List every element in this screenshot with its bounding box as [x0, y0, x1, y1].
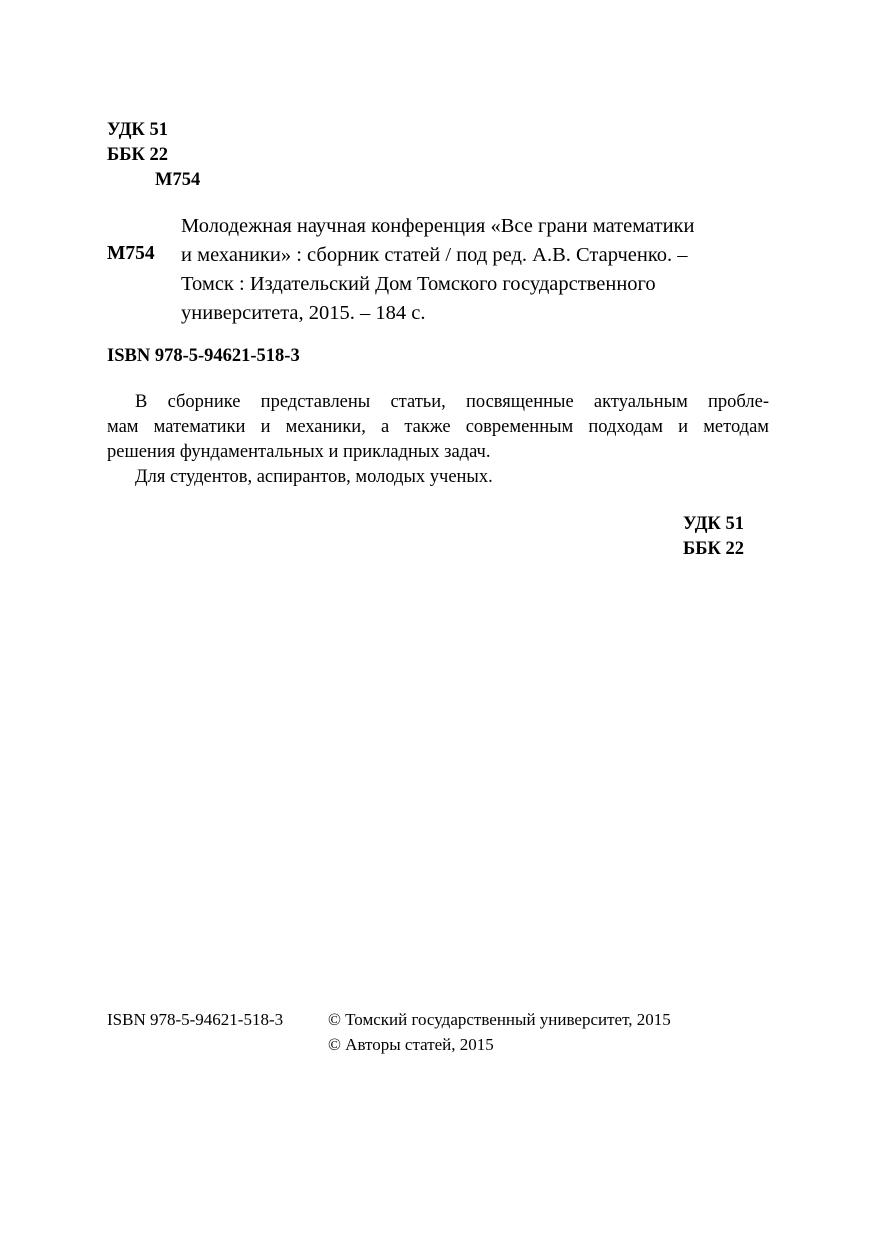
udk-code: УДК 51: [683, 514, 744, 534]
bbk-code: ББК 22: [107, 145, 169, 165]
bibliographic-description: [181, 212, 695, 328]
annotation: [107, 390, 769, 490]
copyright-block: [328, 1007, 671, 1057]
copyright-line: © Томский государственный университет, 2015: [328, 1010, 671, 1029]
bib-line: Молодежная научная конференция «Все грани математики: [181, 215, 695, 237]
author-sign-code: М754: [155, 170, 201, 190]
bbk-code: ББК 22: [683, 539, 745, 559]
bib-line: Томск : Издательский Дом Томского государственного: [181, 273, 656, 295]
udk-code: УДК 51: [107, 120, 168, 140]
annotation-line: мам математики и механики, а также современным подходам и методам: [107, 417, 769, 437]
classification-codes-bottom: [683, 512, 744, 562]
annotation-line: решения фундаментальных и прикладных задач.: [107, 442, 491, 462]
bib-line: университета, 2015. – 184 с.: [181, 302, 426, 324]
annotation-audience: Для студентов, аспирантов, молодых ученых.: [135, 467, 493, 487]
isbn-main: ISBN 978-5-94621-518-3: [107, 346, 300, 366]
annotation-line: В сборнике представлены статьи, посвященные актуальным пробле-: [135, 392, 769, 412]
footer-isbn: ISBN 978-5-94621-518-3: [107, 1010, 284, 1029]
classification-codes-top: [107, 118, 200, 193]
bib-line: и механики» : сборник статей / под ред. А.В. Старченко. –: [181, 244, 688, 266]
copyright-line: © Авторы статей, 2015: [328, 1035, 494, 1054]
bibliographic-author-sign: М754: [107, 243, 155, 264]
